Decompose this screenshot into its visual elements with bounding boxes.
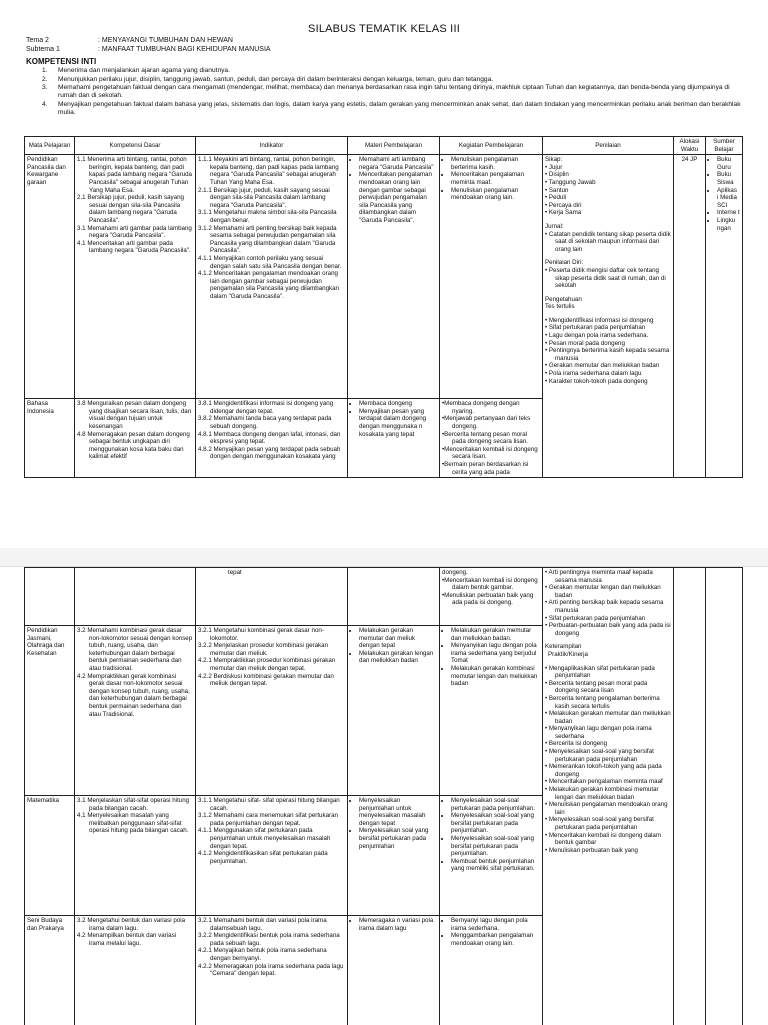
header-indikator: Indikator — [196, 137, 348, 155]
materi-item: • Memahami arti lambang negara "Garuda Pancasila" — [359, 156, 437, 171]
kd-item: 3.1 Memahami arti gambar pada lambang negara "Garuda Pancasila". — [77, 225, 193, 240]
materi-cell — [348, 399, 440, 478]
penilaian-item: • Arti pentingnya meminta maaf kepada sesama manusia — [545, 569, 671, 584]
syllabus-table-continued — [24, 567, 743, 1025]
penilaian-item: • Perbuatan-perbuatan baik yang ada pada isi dongeng — [545, 622, 671, 637]
jurnal-label: Jurnal: — [545, 223, 671, 231]
kd-cell — [75, 796, 196, 916]
alokasi-cell — [674, 568, 706, 1025]
sikap-item: • Kerja Sama — [545, 209, 671, 217]
keterampilan-item: • Menyelesaikan soal-soal yang bersifat pertukaran pada penjumlahan — [545, 748, 671, 763]
sumber-item: • Buku Guru — [717, 156, 740, 171]
indikator-item: 3.8.1 Mengidentifikasi informasi isi dongeng yang didengar dengan tepat. — [198, 400, 345, 415]
penilaian-cell — [543, 568, 674, 1025]
header-subject: Mata Pelajaran — [25, 137, 75, 155]
keterampilan-item: • Memerankan tokoh-tokoh yang ada pada dongeng — [545, 763, 671, 778]
kd-item: 3.2 Memahami kombinasi gerak dasar non-lokomotor sesuai dengan konsep tubuh, ruang, usaha, dan keterhubungan dalam berbagai bentuk permainan sederhana dan atau tradisional. — [77, 627, 193, 673]
kegiatan-item: • Melakukan gerakan kombinasi memutar lengan dan meliukkan badan — [451, 665, 540, 688]
header-kd: Kompetensi Dasar — [75, 137, 196, 155]
indikator-item: 3.1.1 Mengetahui sifat- sifat operasi hitung bilangan cacah. — [198, 797, 345, 812]
indikator-item: 3.2.1 Mengetahui kombinasi gerak dasar non-lokomotor. — [198, 627, 345, 642]
sikap-item: • Percaya diri — [545, 202, 671, 210]
indikator-cell — [196, 568, 348, 626]
keterampilan-item: • Melakukan gerakan kombinasi memutar lengan dan meliukkan badan — [545, 786, 671, 801]
header-materi: Materi Pembelajaran — [348, 137, 440, 155]
indikator-item: 4.2.2 Berdiskusi kombinasi gerakan memutar dan meliuk dengan tepat. — [198, 673, 345, 688]
indikator-item: 3.2.2 Mengidentifikasi bentuk pola irama sederhana pada sebuah lagu. — [198, 932, 345, 947]
materi-item: • Melakukan gerakan memutar dan meliuk dengan tepat — [359, 627, 437, 650]
kegiatan-item: •Menjawab pertanyaan dari teks dongeng. — [442, 415, 540, 430]
ki-item — [26, 101, 746, 117]
sikap-item: • Peduli — [545, 194, 671, 202]
indikator-cell — [196, 399, 348, 478]
indikator-item: 4.1.1 Menyajikan contoh perilaku yang sesuai dengan salah satu sila Pancasila dengan benar. — [198, 255, 345, 270]
pengetahuan-item: • Karakter tokoh-tokoh pada dongeng — [545, 378, 671, 386]
kegiatan-cell — [440, 626, 543, 796]
indikator-item: 4.2.1 Mempraktikkan prosedur kombinasi gerakan memutar dan meliuk dengan tepat. — [198, 657, 345, 672]
pengetahuan-item: • Pesan moral pada dongeng — [545, 340, 671, 348]
kegiatan-item: • Bernyanyi lagu dengan pola irama sederhana. — [451, 917, 540, 932]
kegiatan-cell — [440, 155, 543, 399]
kd-cell — [75, 568, 196, 626]
syllabus-table — [24, 136, 743, 478]
indikator-item: 3.1.2 Memahami arti penting bersikap baik kepada sesama sebagai perwujudan pengamalan sila Pancasila yang dilambangkan dalam "Garuda Pancasila". — [198, 225, 345, 255]
kd-item: 3.1 Menjelaskan sifat-sifat operasi hitung pada bilangan cacah. — [77, 797, 193, 812]
header-penilaian: Penilaian — [543, 137, 674, 155]
ki-number: 1. — [26, 67, 58, 75]
materi-item: • Melakukan gerakan lengan dan meliukkan badan — [359, 650, 437, 665]
indikator-item: 3.1.2 Memahami cara menemukan sifat pertukaran pada penjumlahan dengan tepat. — [198, 812, 345, 827]
sikap-item: • Jujur — [545, 164, 671, 172]
header-alokasi: Alokasi Waktu — [674, 137, 706, 155]
ki-text: Menyajikan pengetahuan faktual dalam bahasa yang jelas, sistematis dan logis, dalam karya yang estetis, dalam gerakan yang mencerminkan anak sehat, dan dalam tindakan yang mencerminkan perilaku anak beriman dan berakhlak mulia. — [58, 101, 746, 117]
praktik-label: Praktik/Kinerja — [545, 651, 671, 659]
kd-item: 4.8 Memeragakan pesan dalam dongeng sebagai bentuk ungkapan diri menggunakan kosa kata baku dan kalimat efektif — [77, 431, 193, 461]
ki-item — [26, 67, 746, 75]
indikator-cell — [196, 155, 348, 399]
sumber-item: • Lingku ngan — [717, 217, 740, 232]
meta-value: : MANFAAT TUMBUHAN BAGI KEHIDUPAN MANUSIA — [98, 46, 271, 55]
kd-item: 4.1 Menyelesaikan masalah yang melibatkan penggunaan sifat-sifat operasi hitung pada bilangan cacah. — [77, 812, 193, 835]
keterampilan-item: • Mengaplikasikan sifat pertukaran pada penjumlahan — [545, 665, 671, 680]
indikator-item: 4.8.2 Menyajikan pesan yang terdapat pada sebuah dongen dengan menggunakan kosakata yang — [198, 446, 345, 461]
sumber-item: • Buku Siswa — [717, 171, 740, 186]
keterampilan-item: • Bercerita isi dongeng — [545, 740, 671, 748]
ki-text: Menunjukkan perilaku jujur, disiplin, tanggung jawab, santun, peduli, dan percaya diri dalam berinteraksi dengan keluarga, teman, guru dan tetangga. — [58, 76, 746, 84]
subject-cell: Seni Budaya dan Prakarya — [25, 916, 75, 1025]
table-header-row — [25, 137, 743, 155]
penilaian-diri-label: Penilaian Diri: — [545, 259, 671, 267]
table-row-continued — [25, 568, 743, 626]
ki-text: Menerima dan menjalankan ajaran agama yang dianutnya. — [58, 67, 746, 75]
jurnal-item: • Catatan pendidik tentang sikap peserta didik saat di sekolah maupun informasi dari orang lain — [545, 231, 671, 254]
materi-cell — [348, 155, 440, 399]
ki-item — [26, 76, 746, 84]
kegiatan-item: dongeng. — [442, 569, 540, 577]
ki-list — [26, 67, 746, 117]
kd-item: 3.2 Mengetahui bentuk dan variasi pola irama dalam lagu. — [77, 917, 193, 932]
keterampilan-item: • Menuliskan perbuatan baik yang — [545, 847, 671, 855]
pengetahuan-item: • Gerakan memutar dan meliukkan badan — [545, 362, 671, 370]
indikator-item: 4.2.1 Menyajikan bentuk pola irama sederhana dengan bernyanyi. — [198, 947, 345, 962]
kegiatan-item: •Menceritakan kembali isi dongeng secara lisan. — [442, 446, 540, 461]
sumber-cell — [706, 568, 743, 1025]
materi-item: • Membaca dongeng — [359, 400, 437, 408]
materi-cell — [348, 568, 440, 626]
indikator-item: 4.1.2 Mengidentifikasikan sifat pertukaran pada penjumlahan. — [198, 850, 345, 865]
indikator-item: tepat — [228, 569, 242, 576]
subject-cell: Pendidikan Pancasila dan Kewargane garaan — [25, 155, 75, 399]
penilaian-item: • Gerakan memutar lengan dan meliukkan badan — [545, 584, 671, 599]
kd-cell — [75, 916, 196, 1025]
keterampilan-item: • Menyanyikan lagu dengan pola irama sederhana — [545, 725, 671, 740]
page-2 — [0, 566, 768, 1025]
sumber-cell — [706, 155, 743, 478]
penilaian-diri-item: • Peserta didik mengisi daftar cek tentang sikap peserta didik saat di rumah, dan di sekolah — [545, 267, 671, 290]
meta-label: Tema 2 — [26, 37, 98, 46]
penilaian-cell — [543, 155, 674, 478]
indikator-item: 3.1.1 Mengetahui makna simbol sila-sila Pancasila dengan benar. — [198, 209, 345, 224]
keterampilan-label: Keterampilan — [545, 643, 671, 651]
materi-cell — [348, 796, 440, 916]
keterampilan-item: • Menceritakan kembali isi dongeng dalam bentuk gambar — [545, 832, 671, 847]
alokasi-cell: 24 JP — [674, 155, 706, 478]
kegiatan-item: • Menyanyikan lagu dengan pola irama sederhana yang berjudul Tomat — [451, 642, 540, 665]
kegiatan-item: • Menuliskan pengalaman berterima kasih. — [451, 156, 540, 171]
subject-cell: Pendidikan Jasmani, Olahraga dan Kesehatan — [25, 626, 75, 796]
keterampilan-item: • Menuliskan pengalaman mendoakan orang lain — [545, 801, 671, 816]
ki-number: 2. — [26, 76, 58, 84]
indikator-item: 4.1.2 Menceritakan pengalaman mendoakan orang lain dengan gambar sebagai perwujudan pengamalan sila Pancasila yang dilambangkan dalam "Garuda Pancasila". — [198, 270, 345, 300]
sumber-item: • Interne t — [717, 209, 740, 217]
keterampilan-item: • Bercerita tentang pesan moral pada dongeng secara lisan — [545, 680, 671, 695]
meta-value: : MENYAYANGI TUMBUHAN DAN HEWAN — [98, 37, 233, 46]
kegiatan-item: •Bercerita tentang pesan moral pada dongeng secara lisan. — [442, 431, 540, 446]
ki-item — [26, 84, 746, 100]
kd-cell — [75, 155, 196, 399]
pengetahuan-item: • Pola irama sederhana dalam lagu — [545, 370, 671, 378]
pengetahuan-item: • Lagu dengan pola irama sederhana. — [545, 332, 671, 340]
keterampilan-item: • Menyelesaikan soal-soal yang bersifat pertukaran pada penjumlahan — [545, 816, 671, 831]
page-gap — [0, 548, 768, 566]
indikator-item: 4.1.1 Menggunakan sifat pertukaran pada penjumlahan untuk menyelesaikan masalah dengan tepat. — [198, 827, 345, 850]
document-title: SILABUS TEMATIK KELAS III — [0, 23, 768, 35]
indikator-cell — [196, 626, 348, 796]
pengetahuan-label: Pengetahuan — [545, 296, 671, 304]
kegiatan-item: • Menceritakan pengalaman meminta maaf. — [451, 171, 540, 186]
kd-item: 1.1 Menerima arti bintang, rantai, pohon beringin, kepala banteng, dan padi kapas pada lambang negara "Garuda Pancasila" sebagai anugerah Tuhan Yang Maha Esa. — [77, 156, 193, 194]
indikator-item: 4.2.2 Memeragakan pola irama sederhana pada lagu "Cemara" dengan tepat. — [198, 963, 345, 978]
kegiatan-item: • Menyelesaikan soal-soal pertukaran pada penjumlahan. — [451, 797, 540, 812]
indikator-item: 4.8.1 Membaca dongeng dengan lafal, intonasi, dan ekspresi yang tepat. — [198, 431, 345, 446]
materi-item: • Menyelesaikan penjumlahan untuk menyelesaikan masalah dengan tepat — [359, 797, 437, 827]
subject-cell: Matematika — [25, 796, 75, 916]
sikap-item: • Disiplin — [545, 171, 671, 179]
kegiatan-cell — [440, 399, 543, 478]
indikator-item: 2.1.1 Bersikap jujur, peduli, kasih sayang sesuai dengan sila-sila Pancasila dalam lambang negara "Garuda Pancasila". — [198, 187, 345, 210]
ki-number: 4. — [26, 101, 58, 117]
indikator-item: 3.2.1 Memahami bentuk dan variasi pola irama dalamsebuah lagu. — [198, 917, 345, 932]
ki-text: Memahami pengetahuan faktual dengan cara mengamati (mendengar, melihat, membaca) dan menanya berdasarkan rasa ingin tahu tentang dirinya, makhluk ciptaan Tuhan dan kegiatannya, dan benda-benda yang dijumpainya di rumah dan di sekolah. — [58, 84, 746, 100]
kegiatan-item: • Menuliskan pengalaman mendoakan orang lain. — [451, 187, 540, 202]
kd-item: 4.2 Mempraktikkan gerak kombinasi gerak dasar non-lokomotor sesuai dengan konsep tubuh, ruang, usaha, dan keterhubungan dalam berbagai bentuk permainan sederhana dan atau Tradisional. — [77, 673, 193, 719]
pengetahuan-item: • Sifat pertukaran pada penjumlahan — [545, 324, 671, 332]
kd-item: 4.2 Menampilkan bentuk dan variasi irama melalui lagu. — [77, 932, 193, 947]
pengetahuan-item: • Pentingnya berterima kasih kepada sesama manusia — [545, 347, 671, 362]
kd-cell — [75, 399, 196, 478]
keterampilan-item: • Menceritakan pengalaman meminta maaf — [545, 778, 671, 786]
materi-cell — [348, 916, 440, 1025]
ki-heading: KOMPETENSI INTI — [26, 57, 96, 66]
indikator-item: 1.1.1 Meyakini arti bintang, rantai, pohon beringin, kepala banteng, dan padi kapas pada lambang negara "Garuda Pancasila" sebagai anugerah Tuhan Yang Maha Esa. — [198, 156, 345, 186]
keterampilan-item: • Melakukan gerakan memutar dan meliukkan badan — [545, 710, 671, 725]
indikator-item: 3.8.2 Memahami tanda baca yang terdapat pada sebuah dongeng. — [198, 415, 345, 430]
materi-item: • Menyelesaikan soal yang bersifat pertukaran pada penjumlahan — [359, 827, 437, 850]
pengetahuan-item: • Mengidentifikasi informasi isi dongeng — [545, 317, 671, 325]
table-row-ppkn — [25, 155, 743, 399]
subject-cell: Bahasa Indonesia — [25, 399, 75, 478]
sikap-item: • Tanggung Jawab — [545, 179, 671, 187]
materi-cell — [348, 626, 440, 796]
theme-info — [26, 37, 271, 54]
materi-item: • Memeragaka n variasi pola irama dalam lagu — [359, 917, 437, 932]
kegiatan-item: • Menggambarkan pengalaman mendoakan orang lain. — [451, 932, 540, 947]
kegiatan-cell — [440, 568, 543, 626]
tes-tertulis-label: Tes tertulis — [545, 303, 671, 311]
penilaian-item: • Arti penting bersikap baik kepada sesama manusia — [545, 599, 671, 614]
header-kegiatan: Kegiatan Pembelajaran — [440, 137, 543, 155]
sikap-item: • Santun — [545, 187, 671, 195]
materi-item: • Menceritakan pengalaman mendoakan orang lain dengan gambar sebagai perwujudan pengamalan sila Pancasila yang dilambangkan dalam "Garuda Pancasila". — [359, 171, 437, 224]
kegiatan-cell — [440, 916, 543, 1025]
penilaian-item: • Sifat pertukaran pada penjumlahan — [545, 615, 671, 623]
ki-number: 3. — [26, 84, 58, 100]
kegiatan-item: •Membaca dongeng dengan nyaring. — [442, 400, 540, 415]
kegiatan-item: •Menuliskan perbuatan baik yang ada pada isi dongeng. — [442, 592, 540, 607]
kd-item: 2.1 Bersikap jujur, peduli, kasih sayang sesuai dengan sila-sila Pancasila dalam lambang negara "Garuda Pancasila". — [77, 194, 193, 224]
header-sumber: Sumber Belajar — [706, 137, 743, 155]
subject-cell — [25, 568, 75, 626]
kegiatan-item: • Menyelesaikan soal-soal yang bersifat pertukaran pada penjumlahan. — [451, 835, 540, 858]
kegiatan-item: •Menceritakan kembali isi dongeng dalam bentuk gambar. — [442, 577, 540, 592]
materi-item: • Menyajikan pesan yang terdapat dalam dongeng dengan menggunaka n kosakata yang tepat — [359, 408, 437, 438]
meta-label: Subtema 1 — [26, 46, 98, 55]
kegiatan-item: • Menyelesaikan soal-soal yang bersifat pertukaran pada penjumlahan. — [451, 812, 540, 835]
kd-cell — [75, 626, 196, 796]
kd-item: 4.1 Menceritakan arti gambar pada lambang negara "Garuda Pancasila". — [77, 240, 193, 255]
kegiatan-cell — [440, 796, 543, 916]
kegiatan-item: •Bermain peran berdasarkan isi cerita yang ada pada — [442, 461, 540, 476]
kd-item: 3.8 Menguraikan pesan dalam dongeng yang disajikan secara lisan, tulis, dan visual dengan tujuan untuk kesenangan — [77, 400, 193, 430]
kegiatan-item: • Melakukan gerakan memutar dan meliukkan badan. — [451, 627, 540, 642]
indikator-cell — [196, 796, 348, 916]
indikator-item: 3.2.2 Menjelaskan prosedur kombinasi gerakan memutar dan meliuk. — [198, 642, 345, 657]
indikator-cell — [196, 916, 348, 1025]
kegiatan-item: • Membuat bentuk penjumlahan yang memiliki sifat pertukaran. — [451, 858, 540, 873]
sumber-item: • Aplikas i Media SCI — [717, 187, 740, 210]
sikap-label: Sikap: — [545, 156, 671, 164]
keterampilan-item: • Bercerita tentang pengalaman berterima kasih secara tertulis — [545, 695, 671, 710]
